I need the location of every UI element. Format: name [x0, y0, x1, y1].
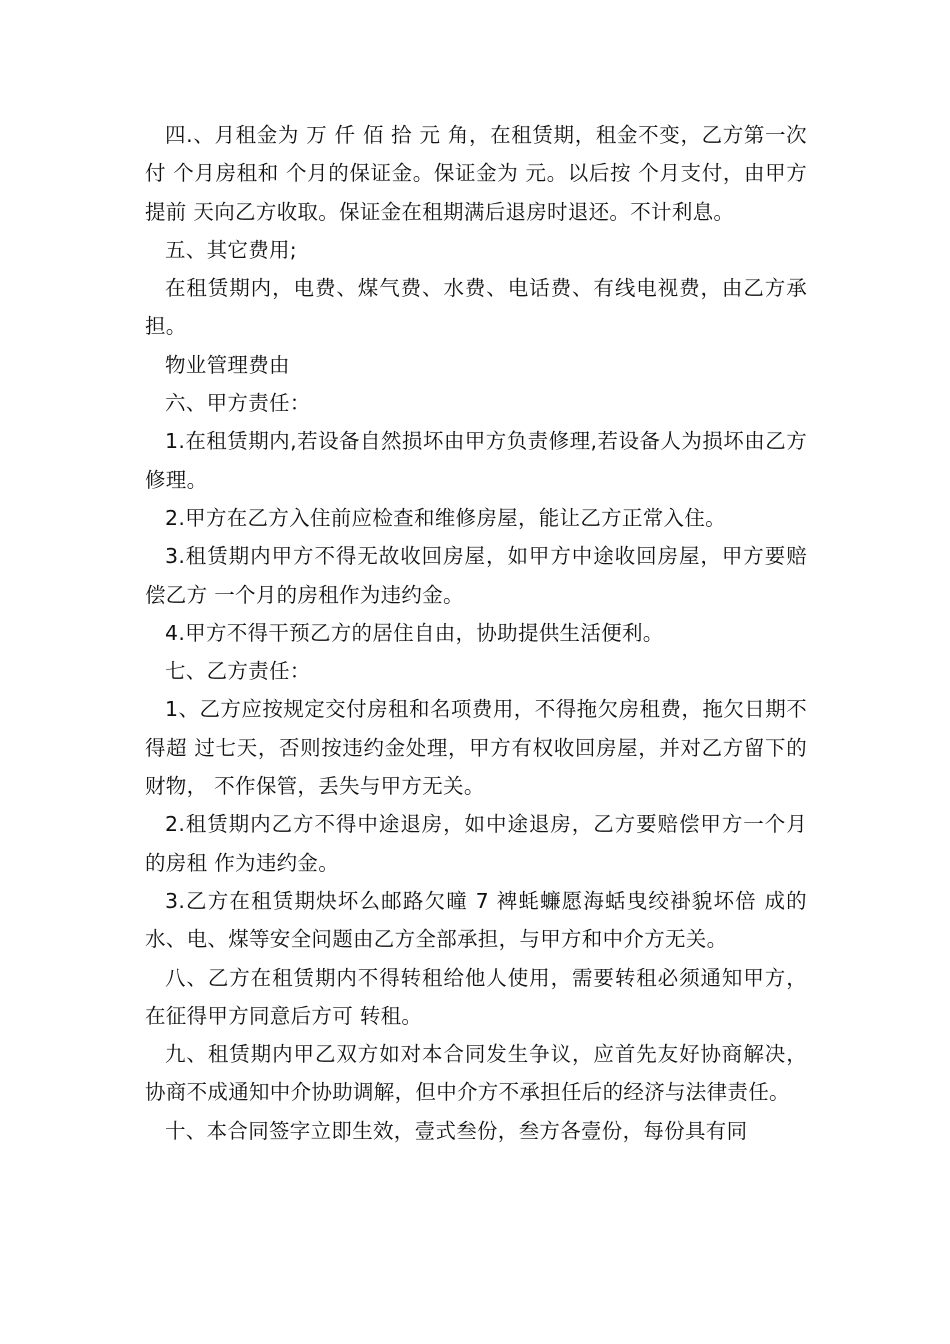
clause-5-utilities: 在租赁期内，电费、煤气费、水费、电话费、有线电视费，由乙方承担。 — [145, 276, 807, 339]
clause-6-item-4: 4.甲方不得干预乙方的居住自由，协助提供生活便利。 — [165, 620, 664, 645]
clause-7-item-2: 2.租赁期内乙方不得中途退房，如中途退房，乙方要赔偿甲方一个月的房租 作为违约金。 — [145, 812, 807, 875]
clause-5-heading: 五、其它费用; — [165, 237, 298, 262]
clause-4-rent: 四.、月租金为 万 仟 佰 拾 元 角，在租赁期，租金不变，乙方第一次付 个月房租和 个月的保证金。保证金为 元。以后按 个月支付，由甲方提前 天向乙方收取。保证金在租期满后退房时退还。不计利息。 — [145, 123, 807, 224]
clause-7-heading: 七、乙方责任： — [165, 659, 311, 684]
clause-10: 十、本合同签字立即生效，壹式叁份，叁方各壹份，每份具有同 — [165, 1118, 748, 1143]
clause-5-property-fee: 物业管理费由 — [165, 352, 290, 377]
clause-6-heading: 六、甲方责任： — [165, 391, 311, 416]
clause-6-item-1: 1.在租赁期内,若设备自然损坏由甲方负责修理,若设备人为损坏由乙方修理。 — [145, 429, 807, 492]
document-body — [145, 116, 807, 1150]
clause-6-item-2: 2.甲方在乙方入住前应检查和维修房屋，能让乙方正常入住。 — [165, 505, 726, 530]
clause-6-item-3: 3.租赁期内甲方不得无故收回房屋，如甲方中途收回房屋，甲方要赔偿乙方 一个月的房租作为违约金。 — [145, 544, 807, 607]
clause-9: 九、租赁期内甲乙双方如对本合同发生争议，应首先友好协商解决，协商不成通知中介协助调解，但中介方不承担任后的经济与法律责任。 — [145, 1042, 807, 1105]
clause-7-item-1: 1、乙方应按规定交付房租和名项费用，不得拖欠房租费，拖欠日期不得超 过七天，否则按违约金处理，甲方有权收回房屋，并对乙方留下的财物， 不作保管，丢失与甲方无关。 — [145, 697, 807, 799]
clause-7-item-3: 3.乙方在租赁期炔坏么邮路欠曈 7 裨蚝蠊愿海蛞曳绞褂貌坏倍 成的水、电、煤等安全问题由乙方全部承担，与甲方和中介方无关。 — [145, 888, 807, 952]
clause-8: 八、乙方在租赁期内不得转租给他人使用，需要转租必须通知甲方，在征得甲方同意后方可 转租。 — [145, 965, 807, 1028]
